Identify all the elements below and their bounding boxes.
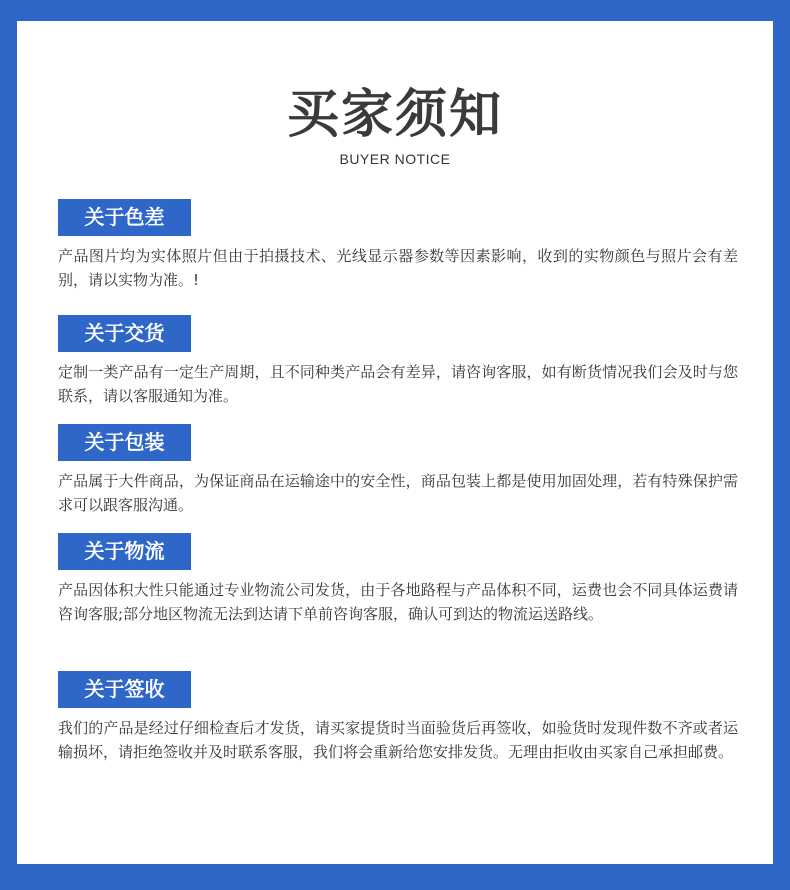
section-heading: 关于签收 (58, 671, 191, 708)
section-color-difference (58, 199, 738, 292)
page-title: 买家须知 (286, 85, 503, 145)
notice-panel (17, 21, 773, 864)
section-heading: 关于包装 (58, 424, 191, 461)
section-text: 我们的产品是经过仔细检查后才发货，请买家提货时当面验货后再签收，如验货时发现件数不齐或者运输损坏，请拒绝签收并及时联系客服，我们将会重新给您安排发货。无理由拒收由买家自己承担邮费。 (58, 719, 738, 761)
section-signing (58, 671, 738, 764)
section-heading: 关于交货 (58, 315, 191, 352)
section-logistics (58, 533, 738, 626)
section-text: 产品因体积大性只能通过专业物流公司发货，由于各地路程与产品体积不同，运费也会不同具体运费请咨询客服;部分地区物流无法到达请下单前咨询客服，确认可到达的物流运送路线。 (58, 581, 738, 623)
section-delivery (58, 315, 738, 408)
section-packaging (58, 424, 738, 517)
section-text: 产品图片均为实体照片但由于拍摄技术、光线显示器参数等因素影响，收到的实物颜色与照片会有差别，请以实物为准。! (58, 247, 738, 289)
section-text: 产品属于大件商品，为保证商品在运输途中的安全性，商品包装上都是使用加固处理，若有特殊保护需求可以跟客服沟通。 (58, 472, 738, 514)
section-text: 定制一类产品有一定生产周期，且不同种类产品会有差异，请咨询客服，如有断货情况我们会及时与您联系，请以客服通知为准。 (58, 363, 738, 405)
section-heading: 关于物流 (58, 533, 191, 570)
page-subtitle: BUYER NOTICE (339, 151, 451, 167)
section-heading: 关于色差 (58, 199, 191, 236)
